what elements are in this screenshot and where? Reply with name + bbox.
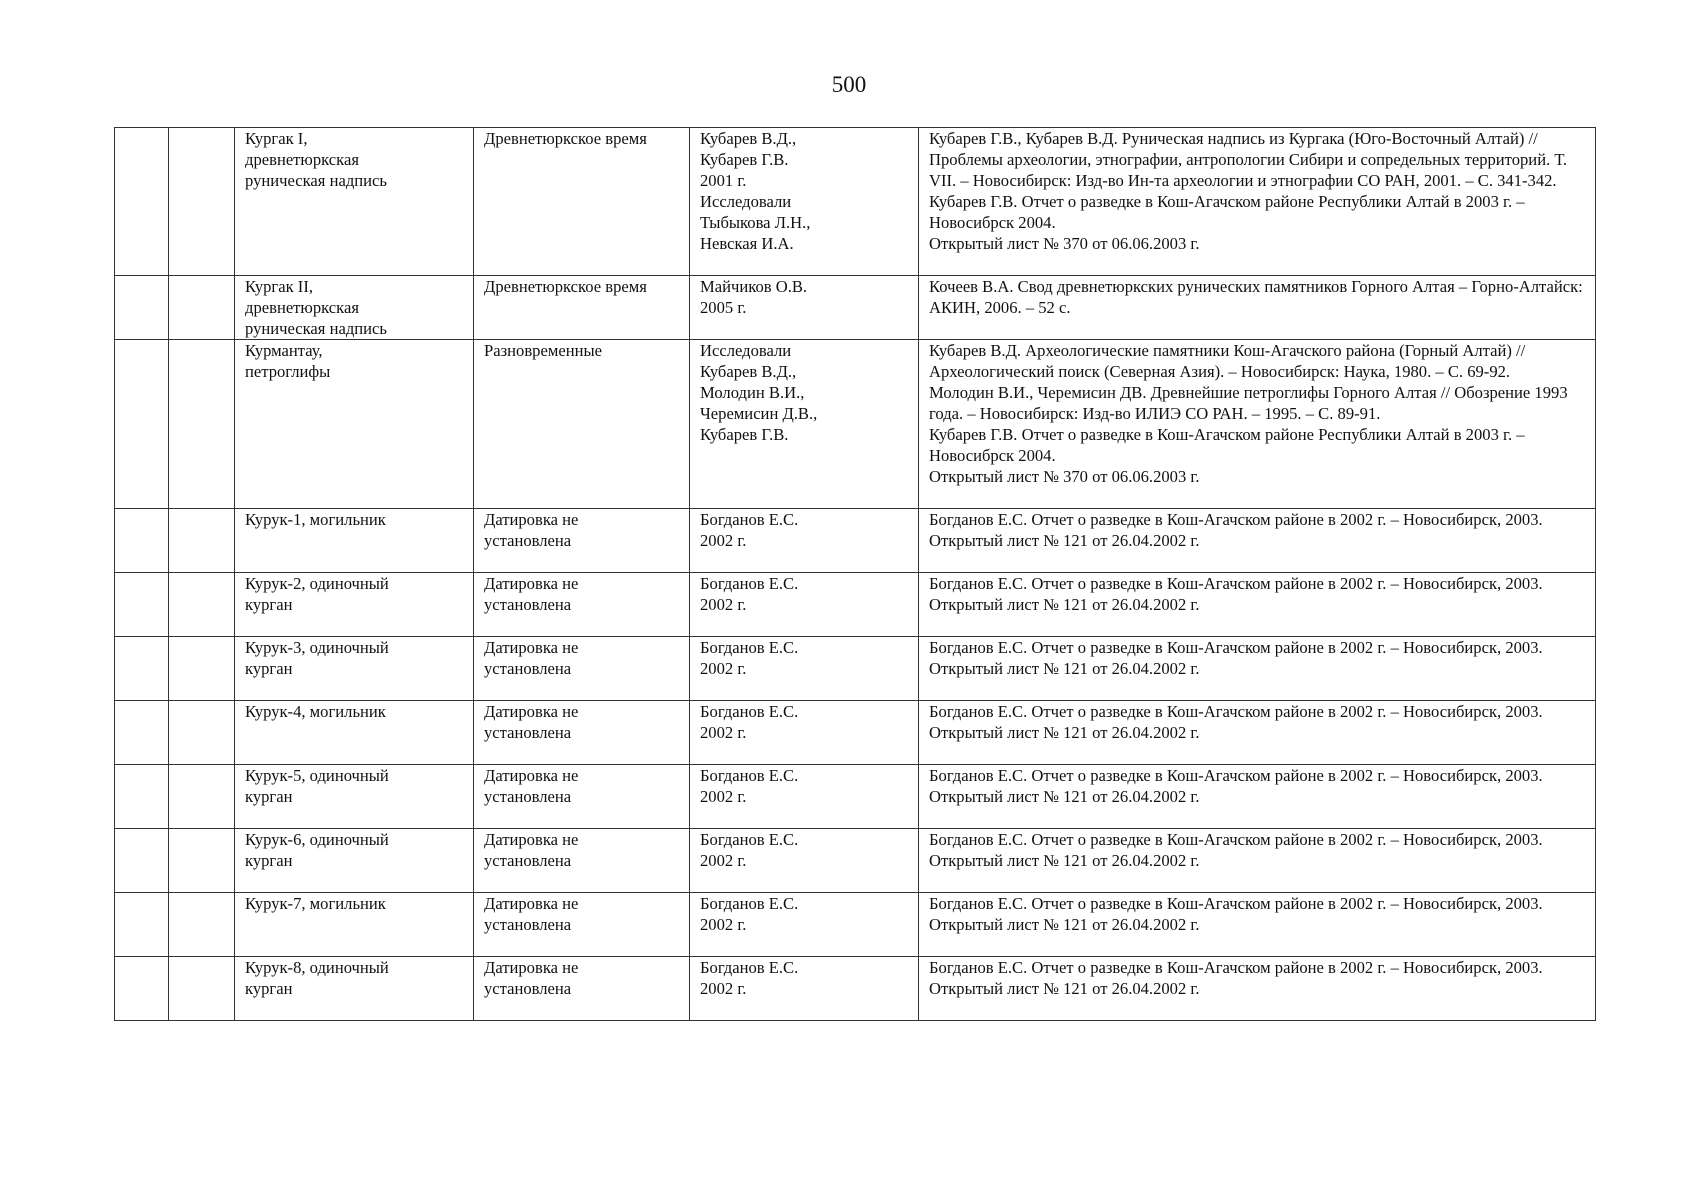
reference-entry: Кубарев Г.В., Кубарев В.Д. Руническая надпись из Кургака (Юго-Восточный Алтай) // Проблемы археологии, этнографии, антропологии Сибири и сопредельных территорий. Т. VII. – Новосибирск: Изд-во Ин-та археологии и этнографии СО РАН, 2001. – С. 341-342.	[929, 129, 1567, 190]
reference-entry: Открытый лист № 370 от 06.06.2003 г.	[929, 467, 1200, 486]
number-cell	[115, 573, 169, 637]
reference-entry: Богданов Е.С. Отчет о разведке в Кош-Агачском районе в 2002 г. – Новосибирск, 2003.	[929, 830, 1543, 849]
table-row	[115, 509, 1596, 573]
reference-entry: Кубарев Г.В. Отчет о разведке в Кош-Агачском районе Республики Алтай в 2003 г. – Новосибрск 2004.	[929, 192, 1525, 232]
code-cell	[169, 573, 235, 637]
code-cell	[169, 276, 235, 340]
number-cell	[115, 340, 169, 509]
code-cell	[169, 701, 235, 765]
reference-entry: Открытый лист № 121 от 26.04.2002 г.	[929, 787, 1200, 806]
table-row	[115, 957, 1596, 1021]
table-row	[115, 276, 1596, 340]
reference-entry: Богданов Е.С. Отчет о разведке в Кош-Агачском районе в 2002 г. – Новосибирск, 2003.	[929, 574, 1543, 593]
number-cell	[115, 893, 169, 957]
researchers-cell: Богданов Е.С. 2002 г.	[690, 509, 919, 573]
reference-entry: Открытый лист № 121 от 26.04.2002 г.	[929, 723, 1200, 742]
references-cell	[919, 701, 1596, 765]
table-row	[115, 340, 1596, 509]
dating-cell: Датировка не установлена	[474, 573, 690, 637]
references-cell	[919, 765, 1596, 829]
references-cell	[919, 276, 1596, 340]
researchers-cell: Богданов Е.С. 2002 г.	[690, 701, 919, 765]
references-cell	[919, 128, 1596, 276]
number-cell	[115, 765, 169, 829]
number-cell	[115, 829, 169, 893]
reference-entry: Богданов Е.С. Отчет о разведке в Кош-Агачском районе в 2002 г. – Новосибирск, 2003.	[929, 958, 1543, 977]
monument-name-cell: Кургак I, древнетюркская руническая надпись	[235, 128, 474, 276]
table-row	[115, 637, 1596, 701]
reference-entry: Богданов Е.С. Отчет о разведке в Кош-Агачском районе в 2002 г. – Новосибирск, 2003.	[929, 510, 1543, 529]
references-cell	[919, 573, 1596, 637]
table-row	[115, 893, 1596, 957]
reference-entry: Открытый лист № 121 от 26.04.2002 г.	[929, 979, 1200, 998]
dating-cell: Датировка не установлена	[474, 701, 690, 765]
reference-entry: Кубарев Г.В. Отчет о разведке в Кош-Агачском районе Республики Алтай в 2003 г. – Новосибрск 2004.	[929, 425, 1525, 465]
code-cell	[169, 765, 235, 829]
reference-entry: Открытый лист № 370 от 06.06.2003 г.	[929, 234, 1200, 253]
monument-name-cell: Курук-6, одиночный курган	[235, 829, 474, 893]
code-cell	[169, 893, 235, 957]
dating-cell: Датировка не установлена	[474, 765, 690, 829]
table-row	[115, 829, 1596, 893]
reference-entry: Открытый лист № 121 от 26.04.2002 г.	[929, 851, 1200, 870]
researchers-cell: Богданов Е.С. 2002 г.	[690, 573, 919, 637]
reference-entry: Кубарев В.Д. Археологические памятники Кош-Агачского района (Горный Алтай) // Археологический поиск (Северная Азия). – Новосибирск: Наука, 1980. – С. 69-92.	[929, 341, 1526, 381]
dating-cell: Датировка не установлена	[474, 957, 690, 1021]
number-cell	[115, 128, 169, 276]
dating-cell: Датировка не установлена	[474, 829, 690, 893]
researchers-cell: Богданов Е.С. 2002 г.	[690, 957, 919, 1021]
reference-entry: Богданов Е.С. Отчет о разведке в Кош-Агачском районе в 2002 г. – Новосибирск, 2003.	[929, 894, 1543, 913]
references-cell	[919, 340, 1596, 509]
reference-entry: Открытый лист № 121 от 26.04.2002 г.	[929, 659, 1200, 678]
references-cell	[919, 893, 1596, 957]
monument-name-cell: Курук-4, могильник	[235, 701, 474, 765]
code-cell	[169, 637, 235, 701]
monument-name-cell: Курук-3, одиночный курган	[235, 637, 474, 701]
researchers-cell: Богданов Е.С. 2002 г.	[690, 893, 919, 957]
references-cell	[919, 957, 1596, 1021]
number-cell	[115, 637, 169, 701]
monument-name-cell: Курук-7, могильник	[235, 893, 474, 957]
monument-name-cell: Курук-1, могильник	[235, 509, 474, 573]
references-cell	[919, 509, 1596, 573]
monument-name-cell: Курук-5, одиночный курган	[235, 765, 474, 829]
code-cell	[169, 509, 235, 573]
monuments-table-body	[115, 128, 1596, 1021]
reference-entry: Богданов Е.С. Отчет о разведке в Кош-Агачском районе в 2002 г. – Новосибирск, 2003.	[929, 766, 1543, 785]
code-cell	[169, 957, 235, 1021]
number-cell	[115, 957, 169, 1021]
table-row	[115, 128, 1596, 276]
researchers-cell: Богданов Е.С. 2002 г.	[690, 765, 919, 829]
table-row	[115, 701, 1596, 765]
dating-cell: Датировка не установлена	[474, 637, 690, 701]
monument-name-cell: Курмантау, петроглифы	[235, 340, 474, 509]
code-cell	[169, 128, 235, 276]
table-row	[115, 573, 1596, 637]
researchers-cell: Богданов Е.С. 2002 г.	[690, 637, 919, 701]
monuments-table	[114, 127, 1596, 1021]
references-cell	[919, 829, 1596, 893]
researchers-cell: Богданов Е.С. 2002 г.	[690, 829, 919, 893]
researchers-cell: Кубарев В.Д., Кубарев Г.В. 2001 г. Исследовали Тыбыкова Л.Н., Невская И.А.	[690, 128, 919, 276]
reference-entry: Молодин В.И., Черемисин ДВ. Древнейшие петроглифы Горного Алтая // Обозрение 1993 года. – Новосибирск: Изд-во ИЛИЭ СО РАН. – 1995. – С. 89-91.	[929, 383, 1568, 423]
monument-name-cell: Курук-2, одиночный курган	[235, 573, 474, 637]
researchers-cell: Исследовали Кубарев В.Д., Молодин В.И., Черемисин Д.В., Кубарев Г.В.	[690, 340, 919, 509]
page-number: 500	[831, 72, 867, 97]
code-cell	[169, 829, 235, 893]
dating-cell: Датировка не установлена	[474, 509, 690, 573]
dating-cell: Древнетюркское время	[474, 128, 690, 276]
number-cell	[115, 509, 169, 573]
dating-cell: Датировка не установлена	[474, 893, 690, 957]
number-cell	[115, 701, 169, 765]
reference-entry: Открытый лист № 121 от 26.04.2002 г.	[929, 915, 1200, 934]
monument-name-cell: Курук-8, одиночный курган	[235, 957, 474, 1021]
reference-entry: Открытый лист № 121 от 26.04.2002 г.	[929, 531, 1200, 550]
table-row	[115, 765, 1596, 829]
dating-cell: Древнетюркское время	[474, 276, 690, 340]
references-cell	[919, 637, 1596, 701]
reference-entry: Открытый лист № 121 от 26.04.2002 г.	[929, 595, 1200, 614]
number-cell	[115, 276, 169, 340]
monument-name-cell: Кургак II, древнетюркская руническая надпись	[235, 276, 474, 340]
researchers-cell: Майчиков О.В. 2005 г.	[690, 276, 919, 340]
reference-entry: Богданов Е.С. Отчет о разведке в Кош-Агачском районе в 2002 г. – Новосибирск, 2003.	[929, 702, 1543, 721]
code-cell	[169, 340, 235, 509]
dating-cell: Разновременные	[474, 340, 690, 509]
reference-entry: Кочеев В.А. Свод древнетюркских рунических памятников Горного Алтая – Горно-Алтайск: АКИН, 2006. – 52 с.	[929, 277, 1583, 317]
reference-entry: Богданов Е.С. Отчет о разведке в Кош-Агачском районе в 2002 г. – Новосибирск, 2003.	[929, 638, 1543, 657]
